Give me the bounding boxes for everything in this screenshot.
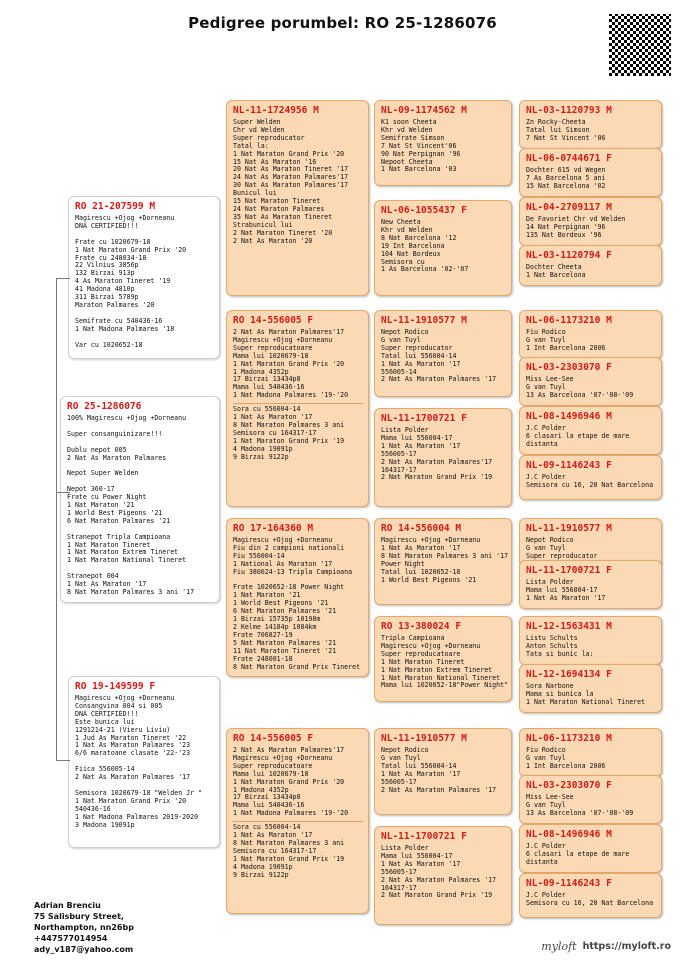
card-line: 1 Nat As Maraton '17 bbox=[233, 413, 313, 422]
card-line: Tripla Campioana bbox=[381, 634, 445, 642]
card-line: Fiu Rodico bbox=[526, 328, 566, 336]
card-line: 4 Madona 19091p bbox=[233, 862, 293, 871]
card-line: 6/6 maratoane clasate '22-'23 bbox=[75, 749, 191, 758]
page-title: Pedigree porumbel: RO 25-1286076 bbox=[188, 14, 497, 32]
pedigree-card-gggp2[interactable] bbox=[519, 148, 662, 197]
card-line: 6 clasari la etape de mare bbox=[526, 431, 630, 440]
card-line: J.C Polder bbox=[526, 891, 566, 899]
card-line: 104 Nat Bordeux bbox=[381, 249, 441, 258]
pedigree-card-ggp6[interactable] bbox=[374, 616, 512, 702]
card-line: Bunicul lui bbox=[233, 189, 277, 198]
card-ring-number: NL-03-1120793 M bbox=[526, 105, 612, 116]
card-line: Magirescu +Ojog +Dorneanu bbox=[75, 214, 175, 222]
card-line: Magirescu +Ojog +Dorneanu bbox=[75, 694, 175, 702]
card-ring-number: NL-09-1174562 M bbox=[381, 105, 467, 116]
card-line: 15 Nat Maraton Tineret bbox=[233, 197, 321, 206]
pedigree-card-gggp8[interactable] bbox=[519, 455, 662, 500]
card-line: Power Night bbox=[381, 559, 425, 568]
pedigree-card-gggp14[interactable] bbox=[519, 775, 662, 824]
pedigree-card-ggp1[interactable] bbox=[374, 100, 512, 186]
pedigree-card-gggp3[interactable] bbox=[519, 197, 662, 246]
card-line: J.C Polder bbox=[526, 424, 566, 432]
card-line: 1 Nat Maraton National Tineret bbox=[381, 673, 501, 682]
card-divider bbox=[233, 821, 363, 822]
card-line: Magirescu +Ojog +Dorneanu bbox=[233, 335, 333, 344]
card-line: G van Tuyl bbox=[381, 335, 421, 344]
card-line: 2 Nat Maraton Grand Prix '19 bbox=[381, 891, 493, 900]
pedigree-card-gggp12[interactable] bbox=[519, 664, 662, 713]
card-ring-number: RO 17-164360 M bbox=[233, 523, 314, 534]
card-line: Miss Lee-See bbox=[526, 375, 574, 383]
card-line: G van Tuyl bbox=[381, 753, 421, 762]
card-line: 8 Nat Maraton Palmares 3 ani '17 bbox=[381, 551, 509, 560]
pedigree-connector-line bbox=[56, 278, 70, 280]
card-ring-number: RO 14-556005 F bbox=[233, 315, 314, 326]
card-ring-number: NL-11-1910577 M bbox=[526, 523, 612, 534]
card-line: 1 Nat As Maraton '17 bbox=[381, 859, 461, 868]
card-line: Magirescu +Ojog +Dorneanu bbox=[381, 536, 481, 544]
card-line: 90 Nat Perpignan '96 bbox=[381, 149, 461, 158]
card-line: 1 Nat As Maraton '17 bbox=[526, 593, 606, 602]
card-line: Magirescu +Ojog +Dorneanu bbox=[381, 641, 481, 650]
card-ring-number: NL-12-1694134 F bbox=[526, 669, 612, 680]
card-line: Chr vd Welden bbox=[233, 125, 285, 134]
card-line: 1 Madona 4352p bbox=[233, 785, 289, 794]
owner-footer-line: Adrian Brenciu bbox=[34, 901, 101, 910]
card-line: Super Welden bbox=[233, 118, 281, 126]
card-line: 8 Nat Maraton Palmares 3 ani bbox=[233, 838, 345, 847]
card-line: 1 Int Barcelona 2006 bbox=[526, 761, 606, 770]
card-line: distanta bbox=[526, 857, 558, 866]
card-line: 1 Nat Maraton Extrem Tineret bbox=[67, 548, 179, 557]
card-line: Nepot 360-17 bbox=[67, 485, 115, 494]
owner-footer-line: +447577014954 bbox=[34, 934, 108, 943]
card-line: 2 Nat As Maraton '20 bbox=[233, 236, 313, 245]
card-line: Super consanguinizare!!! bbox=[67, 429, 163, 438]
pedigree-card-gggp4[interactable] bbox=[519, 245, 662, 286]
card-line: 5 Nat Maraton Palmares '21 bbox=[233, 638, 337, 647]
card-line: Dublu nepot 005 bbox=[67, 445, 127, 454]
card-line: Stranepot Tripla Campioana bbox=[67, 532, 171, 541]
pedigree-card-ggp8[interactable] bbox=[374, 826, 512, 925]
card-line: 8 Nat Maraton Palmares 3 ani '17 bbox=[67, 587, 195, 596]
card-line: Nepot Rodico bbox=[381, 746, 429, 754]
card-line: 7 As Barcelona 5 ani bbox=[526, 173, 606, 182]
card-ring-number: NL-03-2303070 F bbox=[526, 362, 612, 373]
card-line: Frate cu Power Night bbox=[67, 493, 147, 502]
card-line: Nepot Rodico bbox=[381, 328, 429, 336]
card-line: 13 As Barcelona '07-'08-'09 bbox=[526, 808, 634, 817]
card-ring-number: RO 14-556005 F bbox=[233, 733, 314, 744]
card-line: Tatal lui 556004-14 bbox=[381, 351, 457, 360]
card-line: Super reproducator bbox=[526, 551, 598, 560]
card-ring-number: NL-03-1120794 F bbox=[526, 250, 612, 261]
card-line: 8 Nat Maraton Palmares 3 ani bbox=[233, 420, 345, 429]
card-line: 311 Birzai 5789p bbox=[75, 293, 139, 302]
pedigree-card-gggp13[interactable] bbox=[519, 728, 662, 777]
qr-code-icon bbox=[607, 12, 673, 78]
card-line: Super reproducatoare bbox=[233, 343, 313, 352]
card-ring-number: NL-06-1173210 M bbox=[526, 315, 612, 326]
card-line: Tatal lui 556004-14 bbox=[381, 761, 457, 770]
card-line: Miss Lee-See bbox=[526, 793, 574, 801]
myloft-logo: myloft bbox=[541, 940, 577, 953]
card-line: 2 Nat As Maraton Palmares'17 bbox=[233, 328, 345, 336]
card-ring-number: NL-11-1724956 M bbox=[233, 105, 319, 116]
card-line: Este bunica lui bbox=[75, 717, 135, 726]
card-line: Lista Polder bbox=[381, 426, 429, 434]
card-line: 7 Nat St Vincent '06 bbox=[526, 133, 606, 142]
card-line: Semifrate Simson bbox=[381, 133, 445, 142]
card-line: 1 Nat As Maraton '17 bbox=[381, 359, 461, 368]
card-line: 2 Nat As Maraton Palmares '17 bbox=[381, 785, 497, 794]
card-line: 1 Nat Maraton Tineret bbox=[67, 540, 151, 549]
card-line: 1 Nat Barcelona bbox=[526, 270, 586, 279]
card-line: 135 Nat Bordeux '96 bbox=[526, 230, 602, 239]
card-line: Khr vd Welden bbox=[381, 125, 433, 134]
card-line: Frate 706827-19 bbox=[233, 630, 293, 639]
pedigree-card-gggp7[interactable] bbox=[519, 406, 662, 455]
card-line: 8 Nat Barcelona '12 bbox=[381, 233, 457, 242]
card-line: Frate cu 248034-18 bbox=[75, 253, 147, 262]
card-ring-number: NL-08-1496946 M bbox=[526, 411, 612, 422]
card-ring-number: NL-11-1700721 F bbox=[526, 565, 612, 576]
pedigree-card-dam[interactable] bbox=[68, 676, 220, 848]
card-line: 14 Nat Perpignan '96 bbox=[526, 222, 606, 231]
card-line: Listu Schults bbox=[526, 634, 578, 642]
card-line: 1 Nat Maraton Extrem Tineret bbox=[381, 665, 493, 674]
card-line: G van Tuyl bbox=[526, 335, 566, 344]
card-line: Sora cu 556004-14 bbox=[233, 405, 301, 414]
card-line: Fiu 556004-14 bbox=[233, 551, 285, 560]
card-line: DNA CERTIFIED!!! bbox=[75, 709, 139, 718]
card-line: 1 Nat As Maraton '17 bbox=[233, 831, 313, 840]
card-line: 164317-17 bbox=[381, 465, 417, 474]
card-ring-number: NL-11-1700721 F bbox=[381, 413, 467, 424]
pedigree-card-gggp16[interactable] bbox=[519, 873, 662, 918]
card-line: 2 Kelme 14184p 1084km bbox=[233, 622, 317, 631]
card-line: Mama lui 556004-17 bbox=[526, 585, 598, 594]
card-line: Var cu 1020652-18 bbox=[75, 340, 143, 349]
card-line: 8 Nat Maraton Grand Prix Tineret bbox=[233, 662, 361, 671]
card-line: Nepoot Cheeta bbox=[381, 157, 433, 166]
card-line: Magirescu +Ojog +Dorneanu bbox=[233, 536, 333, 544]
owner-footer-line[interactable]: ady_v187@yahoo.com bbox=[34, 945, 134, 954]
card-line: Semisora cu 164317-17 bbox=[233, 846, 317, 855]
card-line: Mama si bunica la bbox=[526, 689, 594, 698]
card-line: 9 Birzai 9122p bbox=[233, 870, 289, 879]
card-line: K1 soon Cheeta bbox=[381, 118, 437, 126]
card-line: 556005-17 bbox=[381, 867, 417, 876]
pedigree-card-gp3[interactable] bbox=[226, 518, 369, 677]
card-line: Tatal lui 1020652-18 bbox=[381, 567, 461, 576]
pedigree-connector-line bbox=[56, 492, 58, 760]
pedigree-card-gp2[interactable] bbox=[226, 310, 369, 507]
card-line: 1 Nat Maraton Grand Prix '20 bbox=[75, 796, 187, 805]
pedigree-card-gggp15[interactable] bbox=[519, 824, 662, 873]
card-line: 35 Nat As Maraton Tineret bbox=[233, 212, 333, 221]
card-line: Fiu Rodico bbox=[526, 746, 566, 754]
card-line: 1 Nat Maraton Grand Prix '20 bbox=[233, 149, 345, 158]
card-line: Semisora cu 164317-17 bbox=[233, 428, 317, 437]
card-line: Tata si bunic la: bbox=[526, 649, 594, 658]
card-ring-number: NL-06-1173210 M bbox=[526, 733, 612, 744]
card-line: J.C Polder bbox=[526, 473, 566, 481]
card-line: Frate 1020652-18 Power Night bbox=[233, 583, 345, 592]
card-ring-number: RO 14-556004 M bbox=[381, 523, 462, 534]
card-line: Sora Narbone bbox=[526, 682, 574, 690]
card-line: 1 Nat As Maraton '17 bbox=[67, 580, 147, 589]
card-line: Stranepot 004 bbox=[67, 572, 119, 581]
card-line: Mama lui 1020679-18 bbox=[233, 351, 309, 360]
card-line: 1 Nat As Maraton '17 bbox=[381, 769, 461, 778]
card-line: 2 Nat As Maraton Palmares'17 bbox=[233, 746, 345, 754]
card-line: G van Tuyl bbox=[526, 800, 566, 809]
card-line: 17 Birzai 13434p8 bbox=[233, 793, 301, 802]
card-line: 4 As Maraton Tineret '19 bbox=[75, 277, 171, 286]
card-line: 1 Nat Maraton Grand Prix '20 bbox=[75, 245, 187, 254]
card-line: Semisora cu bbox=[381, 257, 425, 266]
card-line: Super reproducatoare bbox=[233, 761, 313, 770]
card-line: Anton Schults bbox=[526, 641, 578, 650]
card-ring-number: RO 25-1286076 bbox=[67, 401, 142, 412]
card-line: 1 National As Maraton '17 bbox=[233, 559, 333, 568]
card-line: 1 Nat Maraton National Tineret bbox=[526, 697, 646, 706]
card-line: 1291214-21 (Vieru Liviu) bbox=[75, 725, 171, 734]
card-line: Tatal la: bbox=[233, 141, 269, 150]
pedigree-card-ggp5[interactable] bbox=[374, 518, 512, 605]
card-line: 1 Nat Madona Palmares 2019-2020 bbox=[75, 812, 199, 821]
card-line: 1 Madona 4352p bbox=[233, 367, 289, 376]
card-line: 1 Nat As Maraton '17 bbox=[381, 543, 461, 552]
card-line: 1 World Best Pigeons '21 bbox=[67, 508, 163, 517]
card-line: 15 Nat As Maraton '16 bbox=[233, 157, 317, 166]
card-line: Frate 248001-18 bbox=[233, 654, 293, 663]
card-line: Mama lui 1020679-18 bbox=[233, 769, 309, 778]
card-line: 22 Vilnius 3856p bbox=[75, 261, 139, 270]
pedigree-card-ggp7[interactable] bbox=[374, 728, 512, 815]
card-line: 1 World Best Pigeons '21 bbox=[233, 599, 329, 608]
card-line: 556005-14 bbox=[381, 367, 417, 376]
card-line: Nepot Super Welden bbox=[67, 469, 139, 478]
card-line: 1 Nat Madona Palmares '19-'20 bbox=[233, 809, 349, 818]
card-line: 1 Nat As Maraton '17 bbox=[381, 441, 461, 450]
card-line: 1 World Best Pigeons '21 bbox=[381, 575, 477, 584]
card-line: 6 Nat Maraton Palmares '21 bbox=[67, 516, 171, 525]
pedigree-card-gggp6[interactable] bbox=[519, 357, 662, 406]
card-line: Lista Polder bbox=[526, 578, 574, 586]
card-line: Super reproducator bbox=[233, 133, 305, 142]
card-line: 24 Nat Maraton Palmares bbox=[233, 204, 325, 213]
card-divider bbox=[233, 403, 363, 404]
card-line: 1 Nat Maraton Grand Prix '19 bbox=[233, 854, 345, 863]
card-line: 11 Nat Maraton Tineret '21 bbox=[233, 646, 337, 655]
myloft-url[interactable]: https://myloft.ro bbox=[582, 941, 671, 952]
card-line: Fiu 380024-13 Tripla Campioana bbox=[233, 567, 353, 576]
card-line: Frate cu 1020679-18 bbox=[75, 237, 151, 246]
card-line: G van Tuyl bbox=[526, 382, 566, 391]
card-ring-number: NL-09-1146243 F bbox=[526, 878, 612, 889]
card-line: 556005-17 bbox=[381, 777, 417, 786]
card-ring-number: NL-06-0744671 F bbox=[526, 153, 612, 164]
card-line: Semifrate cu 540436-16 bbox=[75, 316, 163, 325]
card-line: Mama lui 540436-16 bbox=[233, 801, 305, 810]
card-line: Tatal lui Simson bbox=[526, 125, 590, 134]
card-line: 17 Birzai 13434p8 bbox=[233, 375, 301, 384]
card-line: 4 Madona 19091p bbox=[233, 444, 293, 453]
card-line: Dochter 615 vd Wegen bbox=[526, 166, 606, 174]
card-line: 1 Nat As Maraton Palmares '23 bbox=[75, 741, 191, 750]
brand-bar bbox=[541, 940, 671, 953]
card-line: 19 Int Barcelona bbox=[381, 241, 445, 250]
card-ring-number: NL-11-1700721 F bbox=[381, 831, 467, 842]
card-line: 1 As Barcelona '02-'07 bbox=[381, 265, 469, 274]
card-line: De Favoriet Chr vd Welden bbox=[526, 215, 626, 223]
card-line: Super reproducatoare bbox=[381, 649, 461, 658]
card-ring-number: NL-11-1910577 M bbox=[381, 315, 467, 326]
card-line: 1 Nat Madona Palmares '19-'20 bbox=[233, 391, 349, 400]
card-line: Fiica 556005-14 bbox=[75, 765, 135, 774]
pedigree-connector-line bbox=[56, 760, 70, 762]
card-ring-number: NL-11-1910577 M bbox=[381, 733, 467, 744]
pedigree-card-gp1[interactable] bbox=[226, 100, 369, 296]
card-ring-number: NL-12-1563431 M bbox=[526, 621, 612, 632]
card-line: distanta bbox=[526, 439, 558, 448]
card-line: 164317-17 bbox=[381, 883, 417, 892]
card-ring-number: RO 13-380024 F bbox=[381, 621, 462, 632]
pedigree-connector-line bbox=[56, 278, 58, 493]
card-line: 1 Nat Maraton '21 bbox=[67, 500, 135, 509]
card-line: Mama lui 556004-17 bbox=[381, 433, 453, 442]
pedigree-card-gggp11[interactable] bbox=[519, 616, 662, 665]
card-line: 1 Nat Maraton Grand Prix '20 bbox=[233, 359, 345, 368]
card-line: 6 clasari la etape de mare bbox=[526, 849, 630, 858]
card-line: 1 Nat Maraton National Tineret bbox=[67, 556, 187, 565]
card-line: 2 Nat As Maraton Palmares '17 bbox=[75, 773, 191, 782]
card-line: 13 As Barcelona '07-'08-'09 bbox=[526, 390, 634, 399]
card-line: 30 Nat As Maraton Palmares'17 bbox=[233, 181, 349, 190]
pedigree-card-gggp10[interactable] bbox=[519, 560, 662, 609]
pedigree-card-subject[interactable] bbox=[60, 396, 220, 603]
card-line: 556005-17 bbox=[381, 449, 417, 458]
pedigree-card-ggp4[interactable] bbox=[374, 408, 512, 507]
pedigree-card-ggp2[interactable] bbox=[374, 200, 512, 296]
card-line: DNA CERTIFIED!!! bbox=[75, 221, 139, 230]
card-line: 2 Nat As Maraton Palmares bbox=[67, 453, 167, 462]
card-ring-number: NL-09-1146243 F bbox=[526, 460, 612, 471]
card-line: Nepot Rodico bbox=[526, 536, 574, 544]
card-line: 1 Nat Madona Palmares '18 bbox=[75, 324, 175, 333]
card-line: New Cheeta bbox=[381, 218, 421, 226]
card-line: Consangvina 004 si 005 bbox=[75, 701, 163, 710]
card-line: J.C Polder bbox=[526, 842, 566, 850]
card-line: Super reproducator bbox=[381, 343, 453, 352]
card-line: 540436-16 bbox=[75, 804, 111, 813]
card-line: Mama lui 540436-16 bbox=[233, 383, 305, 392]
card-line: Magirescu +Ojog +Dorneanu bbox=[233, 753, 333, 762]
card-line: 20 Nat As Maraton Tineret '17 bbox=[233, 165, 349, 174]
card-line: 6 Nat Maraton Palmares '21 bbox=[233, 607, 337, 616]
card-line: Mama lui 1020652-18"Power Night" bbox=[381, 681, 509, 690]
card-line: Semisora cu 16, 20 Nat Barcelona bbox=[526, 898, 654, 907]
card-line: 1 Nat Maraton Grand Prix '20 bbox=[233, 777, 345, 786]
card-line: 24 Nat As Maraton Palmares'17 bbox=[233, 173, 349, 182]
card-line: 1 Jud As Maraton Tineret '22 bbox=[75, 733, 187, 742]
card-line: 3 Madona 19091p bbox=[75, 820, 135, 829]
card-line: 1 Birzai 15735p 10198m bbox=[233, 615, 321, 624]
card-line: Khr vd Welden bbox=[381, 225, 433, 234]
card-ring-number: NL-03-2303070 F bbox=[526, 780, 612, 791]
card-line: 1 Nat Maraton Grand Prix '19 bbox=[233, 436, 345, 445]
card-line: 132 Birzai 913p bbox=[75, 269, 135, 278]
owner-footer-line: Northampton, nn26bp bbox=[34, 923, 134, 932]
card-ring-number: NL-06-1055437 F bbox=[381, 205, 467, 216]
card-line: Mama lui 556004-17 bbox=[381, 851, 453, 860]
card-line: G van Tuyl bbox=[526, 543, 566, 552]
card-line: 15 Nat Barcelona '02 bbox=[526, 181, 606, 190]
card-line: Maraton Palmares '20 bbox=[75, 300, 155, 309]
card-line: 1 Int Barcelona 2006 bbox=[526, 343, 606, 352]
pedigree-card-sire[interactable] bbox=[68, 196, 220, 359]
card-ring-number: NL-04-2709117 M bbox=[526, 202, 612, 213]
card-line: 2 Nat As Maraton Palmares'17 bbox=[381, 457, 493, 466]
card-line: 2 Nat As Maraton Palmares '17 bbox=[381, 875, 497, 884]
card-ring-number: NL-08-1496946 M bbox=[526, 829, 612, 840]
card-ring-number: RO 19-149599 F bbox=[75, 681, 156, 692]
card-line: 1 Nat Barcelona '03 bbox=[381, 165, 457, 174]
pedigree-card-gggp5[interactable] bbox=[519, 310, 662, 359]
card-line: 2 Nat As Maraton Palmares '17 bbox=[381, 375, 497, 384]
card-line: 7 Nat St Vincent'06 bbox=[381, 141, 457, 150]
pedigree-card-gp4[interactable] bbox=[226, 728, 369, 914]
card-line: Lista Polder bbox=[381, 844, 429, 852]
card-line: Fiu din 2 campioni nationali bbox=[233, 543, 345, 552]
card-line: 1 Nat Maraton Tineret bbox=[381, 657, 465, 666]
card-line: Sora cu 556004-14 bbox=[233, 823, 301, 832]
card-line: 9 Birzai 9122p bbox=[233, 452, 289, 461]
owner-footer-line: 75 Salisbury Street, bbox=[34, 912, 124, 921]
card-line: Zn Rocky-Cheeta bbox=[526, 118, 586, 126]
card-line: 2 Nat Maraton Grand Prix '19 bbox=[381, 473, 493, 482]
card-line: 2 Nat Maraton Tineret '20 bbox=[233, 228, 333, 237]
card-line: Semisora 1020679-18 "Welden Jr " bbox=[75, 788, 203, 797]
card-line: 1 Nat Maraton '21 bbox=[233, 591, 301, 600]
card-line: G van Tuyl bbox=[526, 753, 566, 762]
card-line: Strabunicul lui bbox=[233, 220, 293, 229]
card-line: Dochter Cheeta bbox=[526, 263, 582, 271]
card-line: 100% Magirescu +Ojog +Dorneanu bbox=[67, 414, 187, 422]
card-line: Semisora cu 16, 20 Nat Barcelona bbox=[526, 480, 654, 489]
owner-footer bbox=[34, 900, 134, 955]
card-ring-number: RO 21-207599 M bbox=[75, 201, 156, 212]
pedigree-card-ggp3[interactable] bbox=[374, 310, 512, 397]
pedigree-card-gggp1[interactable] bbox=[519, 100, 662, 149]
card-line: 41 Madona 4810p bbox=[75, 285, 135, 294]
